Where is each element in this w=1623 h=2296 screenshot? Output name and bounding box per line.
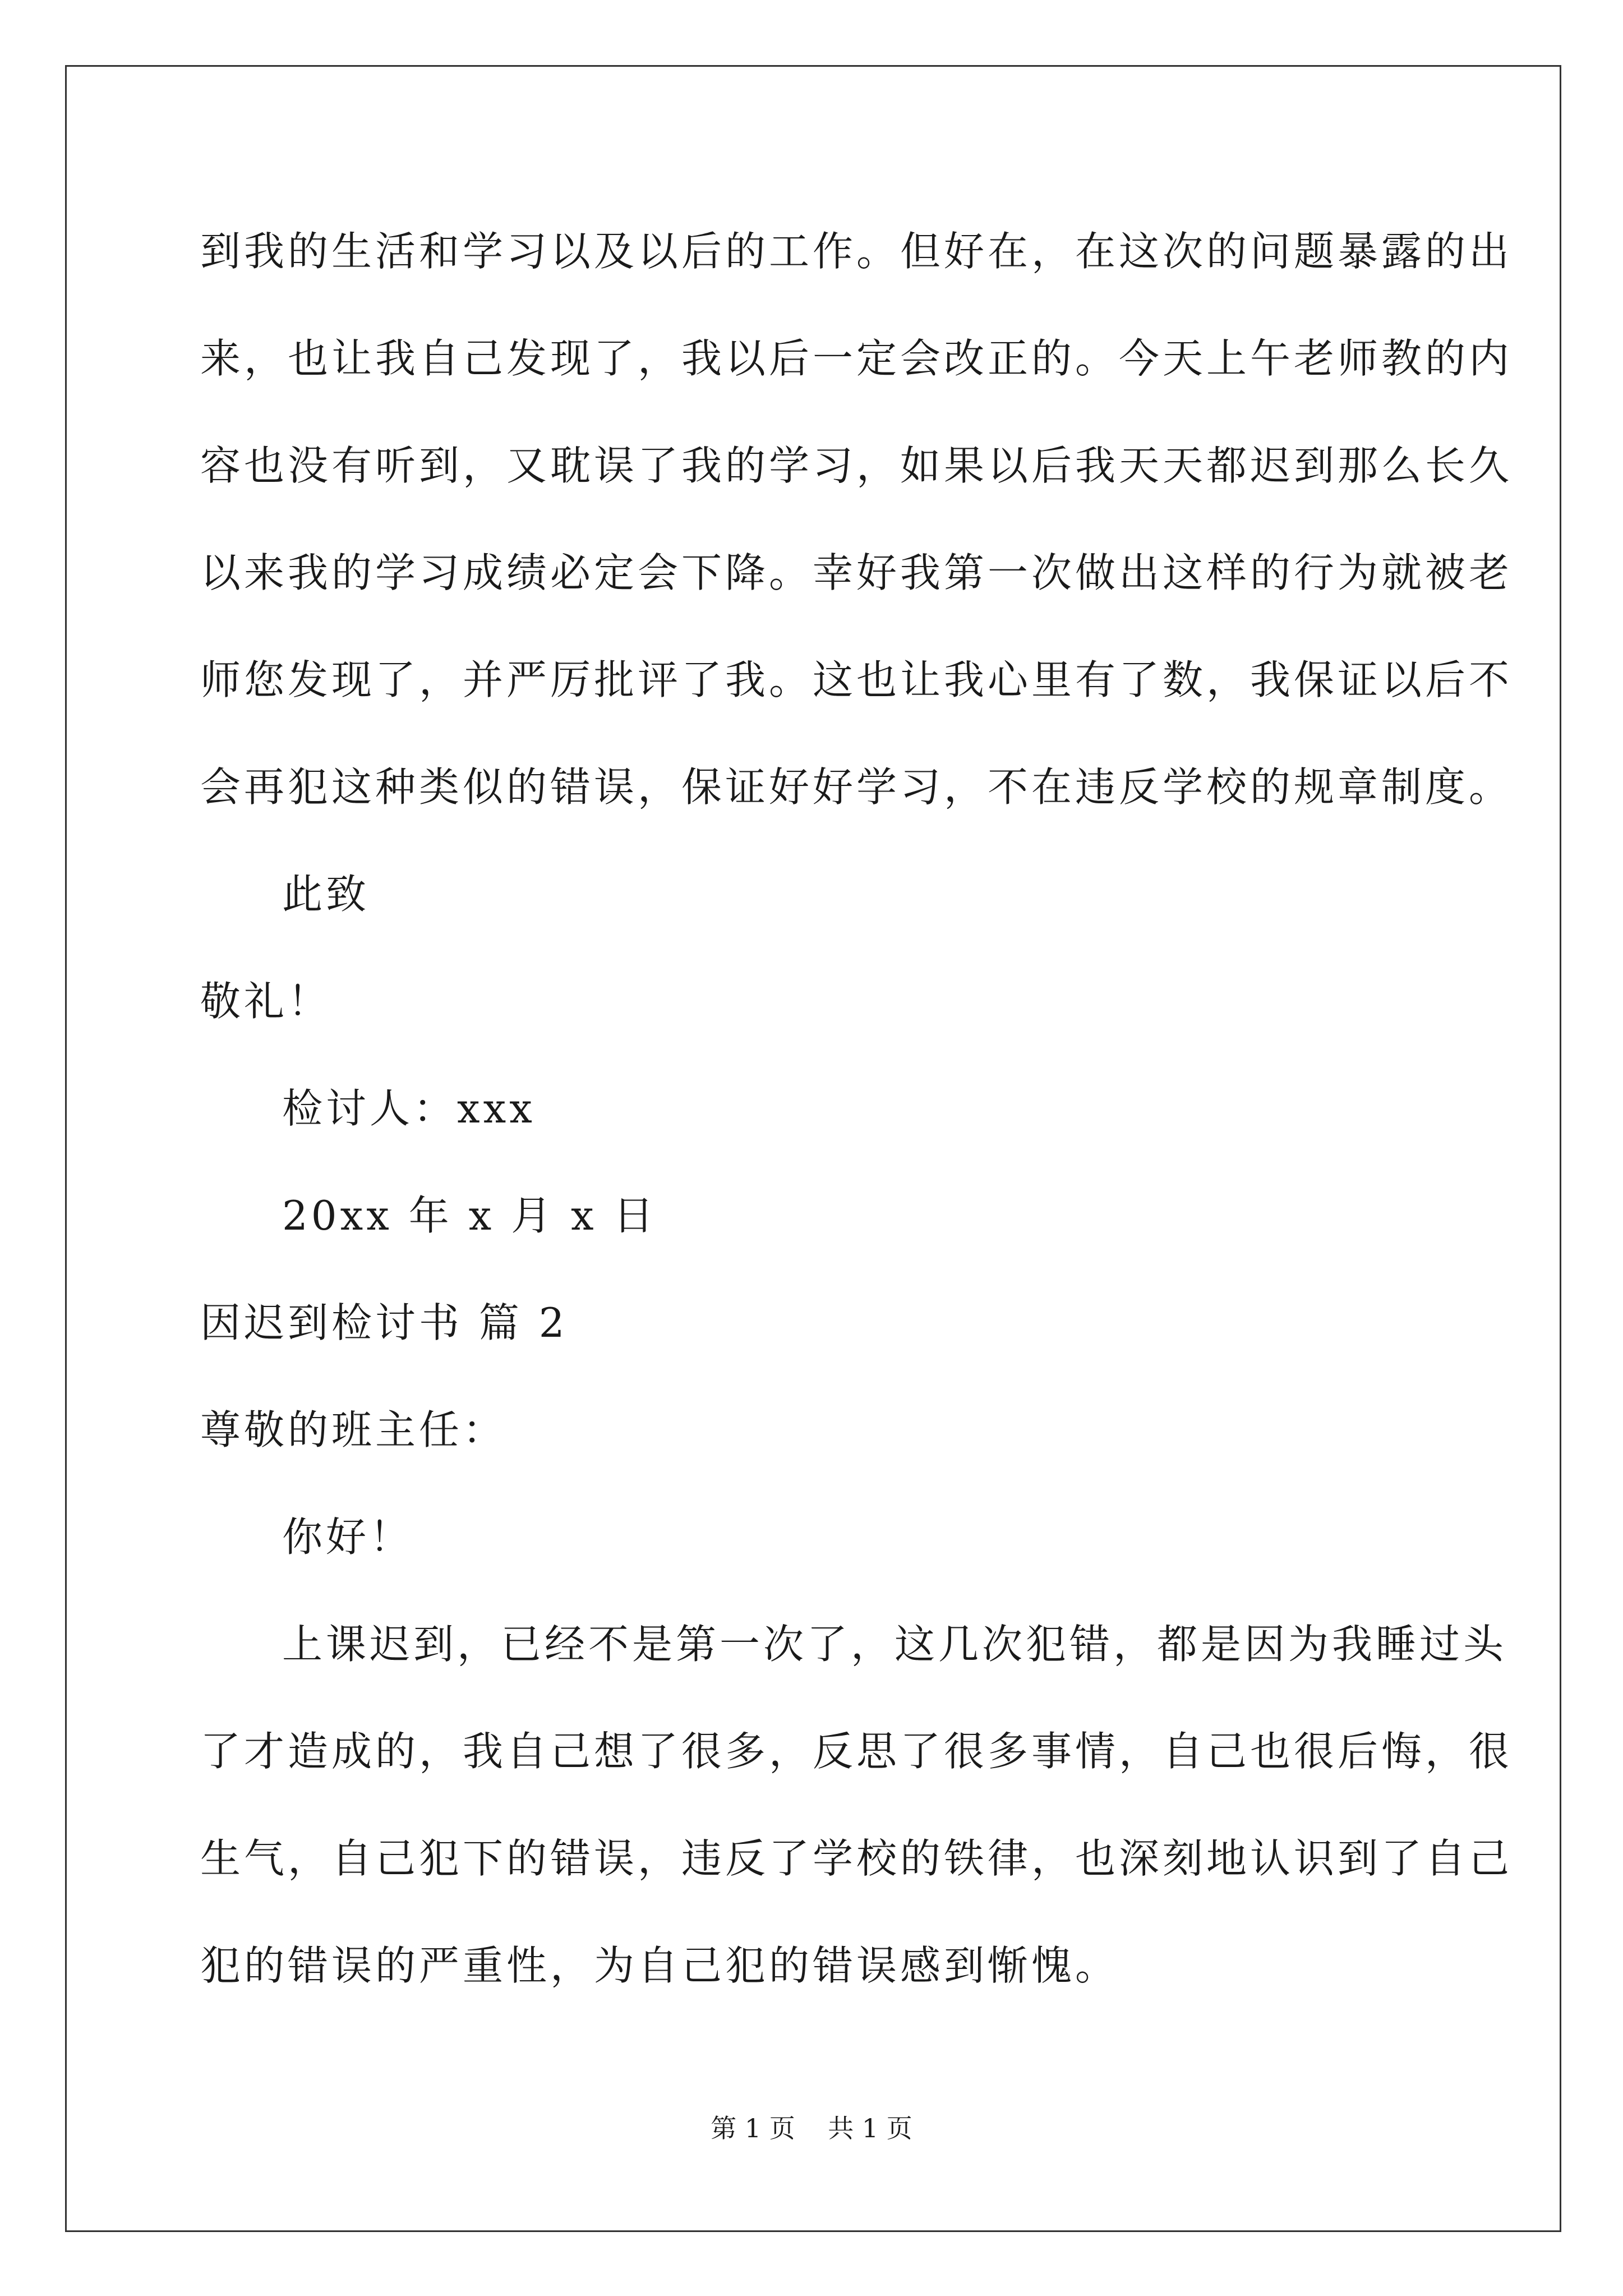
closing-regards: 此致 [282, 871, 370, 918]
signature-line: 检讨人：xxx [282, 1085, 536, 1132]
body-text-line: 犯的错误的严重性，为自己犯的错误感到惭愧。 [200, 1942, 1119, 1989]
body-text-line: 容也没有听到，又耽误了我的学习，如果以后我天天都迟到那么长久 [200, 442, 1513, 489]
body-text-line: 到我的生活和学习以及以后的工作。但好在，在这次的问题暴露的出 [200, 228, 1513, 275]
document-body [200, 223, 1513, 2045]
date-line: 20xx 年 x 月 x 日 [282, 1192, 657, 1239]
closing-salute: 敬礼！ [200, 978, 332, 1025]
body-text-line: 上课迟到，已经不是第一次了，这几次犯错，都是因为我睡过头 [282, 1621, 1507, 1668]
section-title: 因迟到检讨书 篇 2 [200, 1299, 568, 1346]
body-text-line: 了才造成的，我自己想了很多，反思了很多事情，自己也很后悔，很 [200, 1728, 1513, 1775]
page-footer: 第 1 页 共 1 页 [711, 2113, 912, 2143]
body-text-line: 生气，自己犯下的错误，违反了学校的铁律，也深刻地认识到了自己 [200, 1835, 1513, 1882]
body-text-line: 来，也让我自己发现了，我以后一定会改正的。今天上午老师教的内 [200, 335, 1513, 382]
body-text-line: 会再犯这种类似的错误，保证好好学习，不在违反学校的规章制度。 [200, 763, 1513, 811]
body-text-line: 师您发现了，并严厉批评了我。这也让我心里有了数，我保证以后不 [200, 656, 1513, 703]
salutation: 尊敬的班主任： [200, 1406, 507, 1453]
body-text-line: 以来我的学习成绩必定会下降。幸好我第一次做出这样的行为就被老 [200, 549, 1513, 596]
greeting: 你好！ [282, 1513, 414, 1561]
